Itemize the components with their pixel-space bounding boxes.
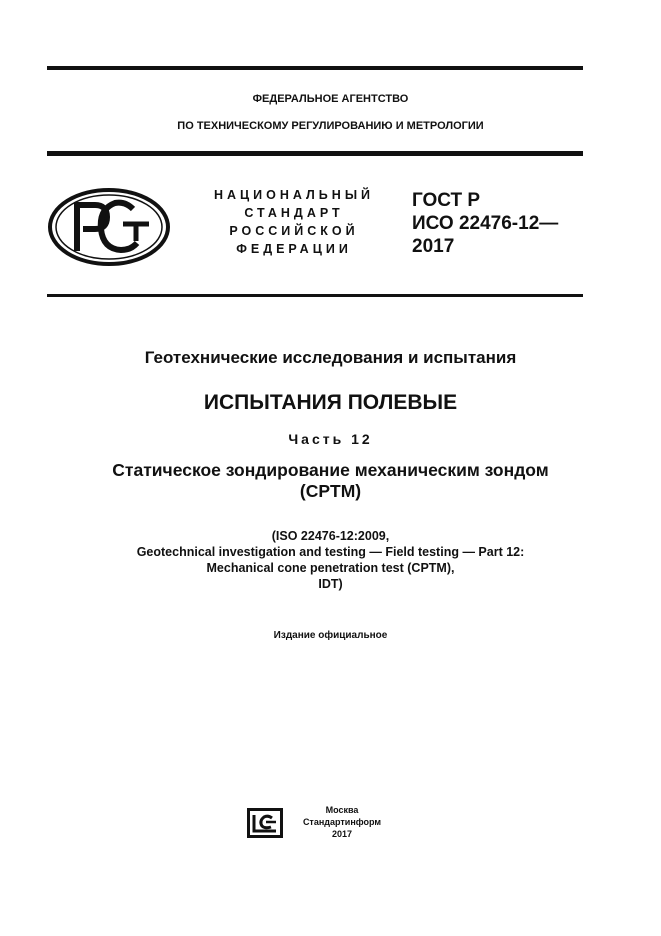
national-line-2: СТАНДАРТ [244,206,344,220]
publisher-city: Москва [325,805,359,815]
designation-line-1: ГОСТ Р [412,190,481,211]
publisher-logo [246,807,284,839]
iso-reference-line-1: (ISO 22476-12:2009, [271,529,390,543]
national-line-4: ФЕДЕРАЦИИ [236,242,352,256]
iso-reference-line-2: Geotechnical investigation and testing — Field testing — Part 12: [136,545,525,559]
part-title-line-1: Статическое зондирование механическим зондом [112,460,549,480]
national-line-3: РОССИЙСКОЙ [229,224,359,238]
iso-reference-line-3: Mechanical cone penetration test (CPTM), [206,561,455,575]
block-bottom-rule [47,294,583,297]
designation-line-2: ИСО 22476-12— [412,213,559,234]
official-edition: Издание официальное [273,630,388,641]
publisher-info [297,804,387,840]
part-number: Часть 12 [288,431,373,447]
iso-reference-line-4: IDT) [318,577,343,591]
top-rule [47,66,583,70]
agency-line-1: ФЕДЕРАЛЬНОЕ АГЕНТСТВО [252,93,409,105]
part-title-line-2: (CPTM) [299,481,362,501]
publisher-name: Стандартинформ [302,817,382,827]
national-line-1: НАЦИОНАЛЬНЫЙ [213,188,375,202]
standard-designation [412,189,558,258]
sub-title: ИСПЫТАНИЯ ПОЛЕВЫЕ [203,391,458,414]
header-rule [47,151,583,156]
standartinform-logo-icon [246,807,284,839]
publisher-year: 2017 [331,829,353,839]
agency-line-2: ПО ТЕХНИЧЕСКОМУ РЕГУЛИРОВАНИЮ И МЕТРОЛОГИИ [177,120,484,132]
main-title: Геотехнические исследования и испытания [144,348,517,367]
national-standard-block [196,186,392,258]
gost-r-emblem-icon [47,187,171,267]
gost-r-logo [47,187,171,267]
designation-line-3: 2017 [412,236,455,257]
